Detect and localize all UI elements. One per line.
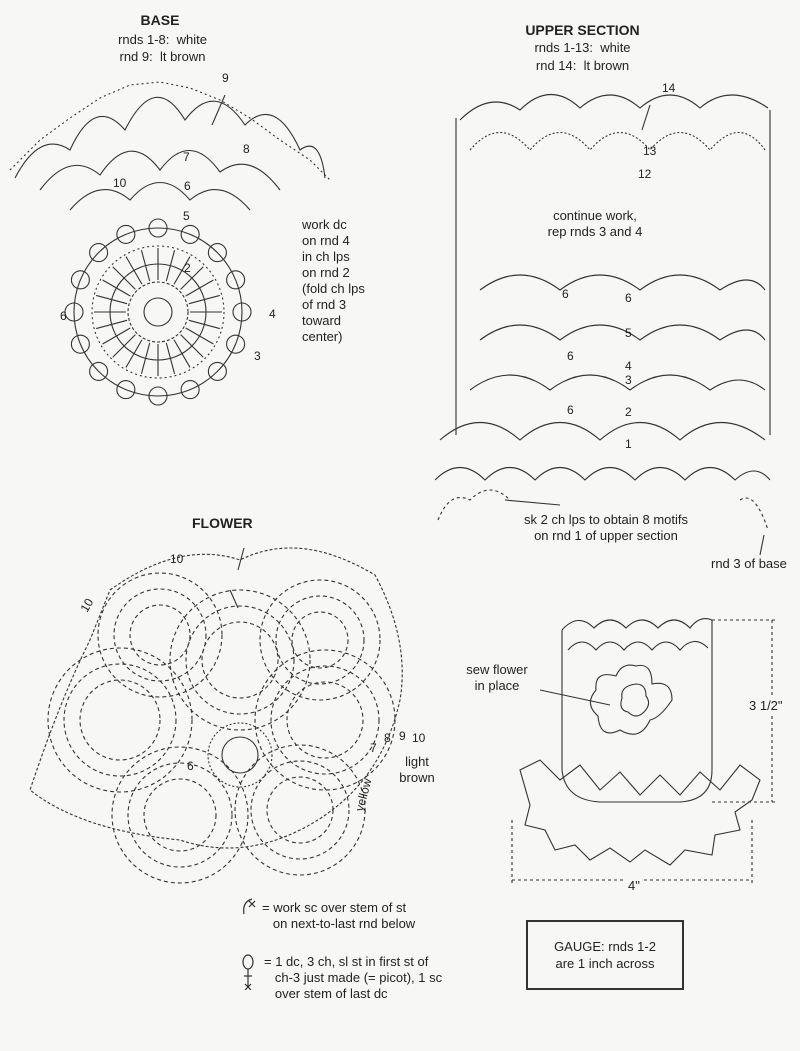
upper-rnd-5: 5 (625, 326, 632, 340)
base-scallops (65, 219, 251, 405)
base-dc-stitch (96, 320, 127, 328)
base-dc-stitch (186, 280, 214, 296)
base-rnd-6b: 6 (60, 309, 67, 323)
upper-motif-6b: 6 (567, 349, 574, 363)
sc-over-stem-icon (238, 896, 260, 918)
base-rnd-2: 2 (184, 261, 191, 275)
skip-note-leader (505, 500, 560, 505)
gauge-line-1: GAUGE: rnds 1-2 (554, 939, 656, 954)
flower-petal-round (170, 590, 310, 730)
flower-rnd-10c: 10 (412, 731, 426, 745)
base-dc-stitch (113, 335, 136, 358)
upper-rnd-12: 12 (638, 167, 652, 181)
upper-line-2: rnd 14: lt brown (535, 58, 630, 73)
base-round-2 (128, 282, 188, 342)
flower-petal-round (292, 612, 348, 668)
base-label-leader (760, 535, 764, 555)
base-chart (10, 82, 330, 405)
base-rnd3-label: rnd 3 of base (711, 556, 787, 571)
upper-rnd-13: 13 (643, 144, 657, 158)
upper-rnd-1: 1 (625, 437, 632, 451)
flower-rnd-10b: 10 (77, 595, 97, 615)
flower-rnd-10a: 10 (170, 552, 184, 566)
base-dc-stitch (174, 340, 190, 368)
flower-petal-round (267, 777, 333, 843)
base-ruffle (520, 760, 760, 865)
flower-title: FLOWER (192, 515, 253, 531)
base-round-numbers (60, 71, 276, 363)
base-rnd-7: 7 (183, 150, 190, 164)
base-dc-stitch (126, 257, 142, 285)
base-rnd-6: 6 (184, 179, 191, 193)
upper-rnd-14: 14 (662, 81, 676, 95)
jar-top-scallops (562, 619, 712, 630)
base-dc-stitch (126, 340, 142, 368)
flower-petal-round (80, 680, 160, 760)
base-dc-stitch (141, 250, 149, 281)
flower-petal-round (144, 779, 216, 851)
sc-legend-text: = work sc over stem of st on next-to-last rnd below (262, 900, 416, 931)
base-rnd-3: 3 (254, 349, 261, 363)
base-dc-stitch (113, 267, 136, 290)
flower-petal-round (235, 745, 365, 875)
finished-piece (512, 619, 778, 884)
upper-rnd-4: 4 (625, 359, 632, 373)
jar-body (562, 620, 712, 802)
flower-petal-round (202, 622, 278, 698)
upper-rnd-2: 2 (625, 405, 632, 419)
flower-petal-round (114, 589, 206, 681)
flower-petals (48, 573, 395, 883)
base-dc-stitch (103, 328, 131, 344)
gauge-line-2: are 1 inch across (555, 956, 655, 971)
upper-top-scallops (460, 94, 768, 120)
base-dc-stitch (186, 328, 214, 344)
width-label: 4" (625, 878, 643, 894)
base-dc-stitch (141, 343, 149, 374)
base-rnd-4: 4 (269, 307, 276, 321)
base-rnd-10: 10 (113, 176, 127, 190)
sew-label: sew flower in place (466, 662, 528, 693)
flower-outer-edge (30, 548, 402, 848)
base-dc-stitch (103, 280, 131, 296)
flower-rnd-7: 7 (370, 741, 377, 755)
upper-rnd-3: 3 (625, 373, 632, 387)
sewn-flower-icon (590, 665, 672, 734)
base-arrow (212, 95, 225, 125)
base-title: BASE (140, 12, 180, 28)
sew-leader (540, 690, 610, 705)
upper-motif-6a: 6 (562, 287, 569, 301)
height-label: 3 1/2" (749, 698, 783, 713)
picot-icon (240, 954, 262, 990)
base-round-1 (144, 298, 172, 326)
upper-rnd-6: 6 (625, 291, 632, 305)
flower-petal-round (48, 648, 192, 792)
flower-round-numbers (77, 552, 425, 773)
base-dc-stitch (189, 295, 220, 303)
light-brown-label: light brown (399, 754, 435, 785)
flower-petal-round (260, 580, 380, 700)
base-dc-stitch (189, 320, 220, 328)
flower-petal-round (130, 605, 190, 665)
picot-legend-text: = 1 dc, 3 ch, sl st in first st of ch-3 just made (= picot), 1 sc over stem of last dc (264, 954, 443, 1001)
base-line-1: rnds 1-8: white (118, 32, 207, 47)
flower-center-ring (222, 737, 258, 773)
base-dc-stitch (166, 343, 174, 374)
flower-rnd-9: 9 (399, 729, 406, 743)
base-spokes (94, 248, 222, 376)
base-rnd-8: 8 (243, 142, 250, 156)
flower-rnd-8: 8 (384, 731, 391, 745)
flower-arrow-2 (230, 590, 238, 608)
upper-line-1: rnds 1-13: white (534, 40, 631, 55)
base-dc-stitch (96, 295, 127, 303)
yellow-label: yellow (352, 776, 375, 813)
upper-title: UPPER SECTION (525, 22, 640, 38)
upper-chart (435, 94, 770, 530)
flower-petal-round (251, 761, 349, 859)
flower-center-ring-2 (208, 723, 272, 787)
base-fan-shells (15, 97, 325, 210)
upper-arrow (642, 105, 650, 130)
upper-note: continue work, rep rnds 3 and 4 (547, 208, 643, 239)
flower-rnd-6: 6 (187, 759, 194, 773)
base-dc-stitch (181, 335, 204, 358)
upper-mid-fans (440, 275, 765, 440)
upper-bottom-edge (435, 468, 770, 481)
flower-petal-round (276, 596, 364, 684)
upper-round-numbers (562, 81, 676, 451)
base-dc-stitch (166, 250, 174, 281)
flower-petal-round (98, 573, 222, 697)
base-note: work dc on rnd 4 in ch lps on rnd 2 (fold ch lps of rnd 3 toward center) (302, 217, 365, 344)
flower-petal-round (287, 682, 363, 758)
skip-note: sk 2 ch lps to obtain 8 motifs on rnd 1 of upper section (523, 512, 689, 543)
base-picot-edge (10, 82, 330, 180)
base-line-2: rnd 9: lt brown (119, 49, 206, 64)
upper-motif-6c: 6 (567, 403, 574, 417)
base-rnd-9: 9 (222, 71, 229, 85)
upper-top-fans (470, 133, 765, 151)
jar-top-scallops-2 (568, 641, 708, 650)
base-rnd-5: 5 (183, 209, 190, 223)
gauge-box (526, 920, 684, 990)
